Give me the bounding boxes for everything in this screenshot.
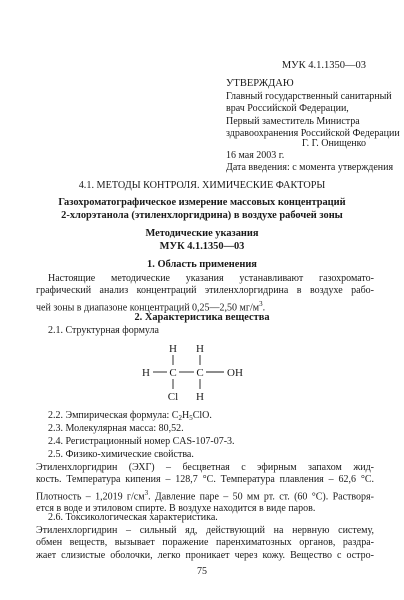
approval-date: 16 мая 2003 г. (226, 150, 285, 161)
subtitle-line: МУК 4.1.1350—03 (159, 240, 245, 252)
paragraph-text: Плотность – 1,2019 г/см (36, 490, 145, 502)
toxicology-paragraph (36, 525, 374, 562)
formula-atom-c1: C (169, 367, 177, 379)
formula-atom-h-bottom: H (196, 391, 204, 402)
section-1-heading: 1. Область применения (147, 259, 257, 270)
item-2-3: 2.3. Молекулярная масса: 80,52. (48, 423, 184, 434)
approval-signer: Г. Г. Онищенко (301, 138, 366, 149)
item-2-1: 2.1. Структурная формула (48, 325, 159, 336)
section-1-paragraph (36, 273, 374, 314)
document-code: МУК 4.1.1350—03 (281, 60, 366, 71)
subscript: 5 (189, 414, 193, 422)
structural-formula (140, 342, 260, 402)
approval-line: врач Российской Федерации, (226, 103, 349, 115)
approval-block (226, 78, 400, 140)
item-2-4: 2.4. Регистрационный номер CAS-107-07-3. (48, 436, 235, 447)
subtitle-line: Методические указания (145, 228, 259, 239)
item-text: ClO. (192, 410, 212, 421)
formula-atom-c2: C (196, 367, 204, 379)
paragraph-line: кость. Температура кипения – 128,7 °С. Температура плавления – 62,6 °С. (36, 474, 374, 486)
formula-atom-h-top-2: H (196, 343, 204, 355)
item-2-6: 2.6. Токсикологическая характеристика. (48, 512, 218, 523)
paragraph-line: Настоящие методические указания устанавливают газохромато- (48, 273, 374, 284)
approval-title: УТВЕРЖДАЮ (226, 78, 294, 89)
paragraph-text: . Давление паре – 50 мм рт. ст. (60 °С). Растворя- (148, 490, 374, 502)
paragraph-line: Этиленхлоргидрин (ЭХГ) – бесцветная с эфирным запахом жид- (36, 462, 374, 473)
section-title: 4.1. МЕТОДЫ КОНТРОЛЯ. ХИМИЧЕСКИЕ ФАКТОРЫ (78, 180, 326, 191)
superscript: 3 (259, 299, 263, 308)
physical-properties-paragraph (36, 462, 374, 516)
page-number: 75 (197, 566, 207, 577)
formula-atom-cl: Cl (167, 391, 179, 402)
paragraph-line: жает слизистые оболочки, легко проникает через кожу. Вещество с остро- (36, 549, 374, 561)
formula-group-oh: OH (227, 367, 243, 379)
item-text: 2.2. Эмпирическая формула: C (48, 410, 179, 421)
approval-line: Первый заместитель Министра (226, 115, 360, 127)
main-title (0, 197, 404, 222)
superscript: 3 (144, 488, 149, 497)
paragraph-text: чей зоны в диапазоне концентраций 0,25—2,50 мг/м (36, 301, 260, 313)
paragraph-line: ется в воде и этиловом спирте. В воздухе находится в виде паров. (36, 503, 316, 515)
formula-atom-h-left: H (142, 367, 150, 379)
paragraph-line: обмен веществ, вызывает поражение паренхиматозных органов, раздра- (36, 537, 374, 549)
subscript: 2 (178, 414, 182, 422)
paragraph-text: . (262, 301, 266, 313)
effective-date: Дата введения: с момента утверждения (226, 162, 394, 173)
paragraph-line: Этиленхлоргидрин – сильный яд, действующий на нервную систему, (36, 525, 374, 536)
main-title-line: 2-хлорэтанола (этиленхлоргидрина) в воздухе рабочей зоны (61, 209, 343, 221)
formula-atom-h-top-1: H (169, 343, 177, 355)
item-2-2 (48, 410, 212, 422)
paragraph-line: графический анализ концентраций этиленхлоргидрина в воздухе рабо- (36, 285, 374, 297)
section-2-heading: 2. Характеристика вещества (134, 312, 270, 323)
approval-line: здравоохранения Российской Федерации (226, 127, 400, 139)
main-title-line: Газохроматографическое измерение массовых концентраций (58, 197, 346, 208)
item-2-5: 2.5. Физико-химические свойства. (48, 449, 194, 460)
subtitle (0, 228, 404, 253)
paragraph-line (36, 487, 374, 504)
approval-dates (226, 150, 393, 174)
approval-line: Главный государственный санитарный (226, 91, 392, 103)
item-text: H (181, 410, 190, 421)
